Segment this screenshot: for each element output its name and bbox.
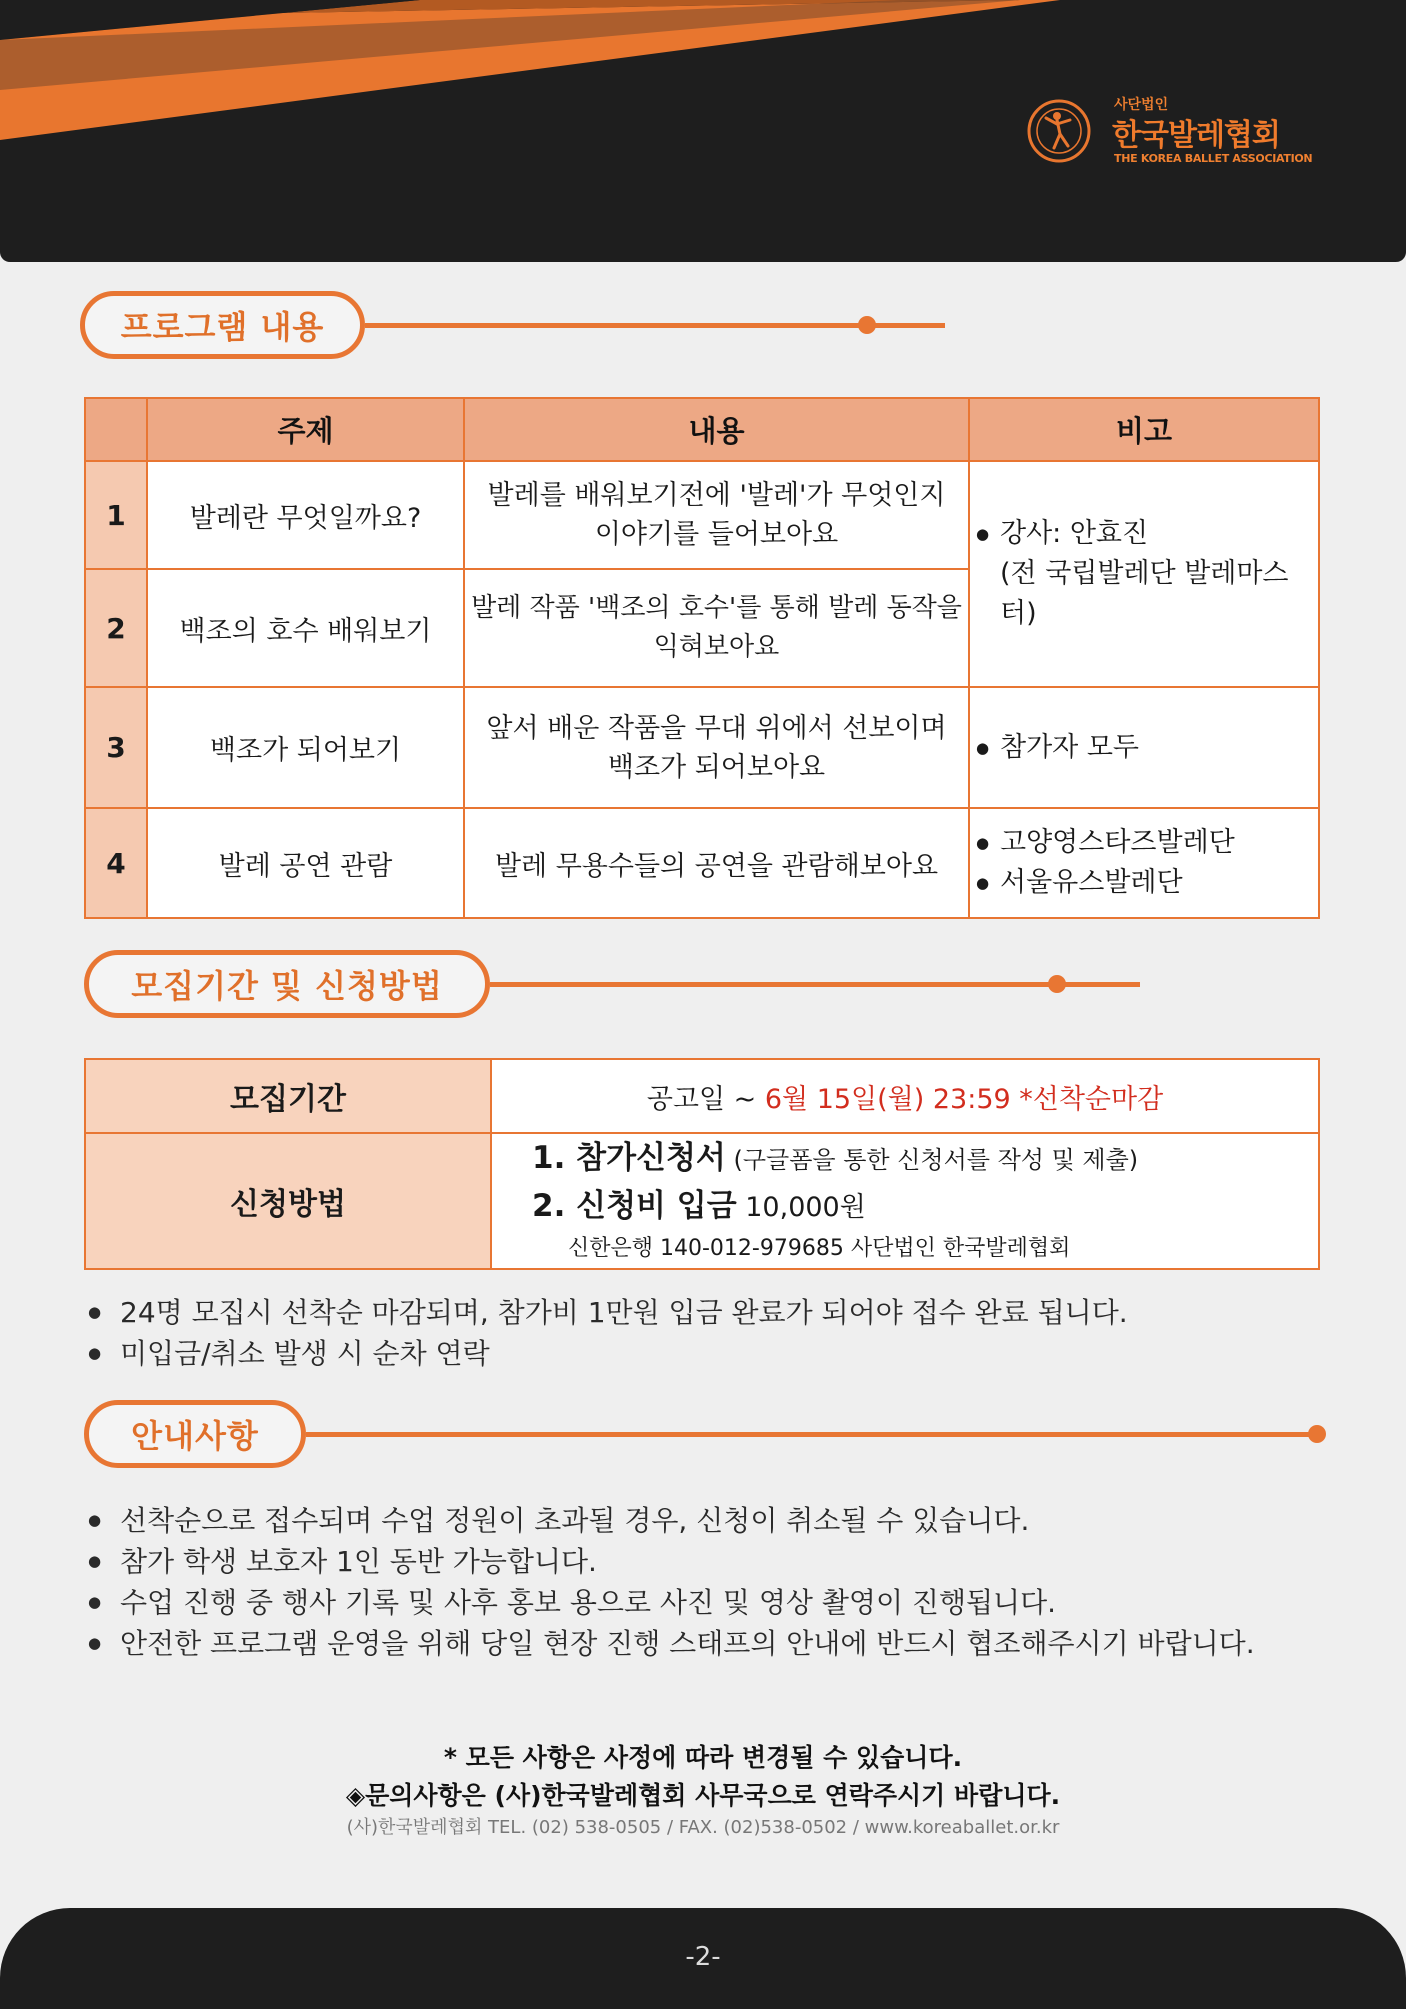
section-divider-line: [490, 982, 1140, 987]
note-company-a: ● 고양영스타즈발레단: [976, 823, 1317, 863]
section-divider-line: [306, 1432, 1322, 1437]
row-topic: 발레 공연 관람: [147, 808, 464, 918]
row-topic: 백조의 호수 배워보기: [147, 569, 464, 687]
content-line: 발레를 배워보기전에 '발레'가 무엇인지: [487, 480, 946, 511]
recruit-bullet-list: [88, 1292, 1128, 1374]
program-table: [84, 397, 1320, 919]
method-label: 신청방법: [85, 1133, 491, 1269]
row-topic: 백조가 되어보기: [147, 687, 464, 808]
footer-contact: (사)한국발레협회 TEL. (02) 538-0505 / FAX. (02)538-0502 / www.koreaballet.or.kr: [346, 1817, 1060, 1838]
method-2-amount: 10,000원: [736, 1192, 866, 1223]
notice-bullet-list: [88, 1500, 1255, 1664]
recruit-table: [84, 1058, 1320, 1270]
row-content: [464, 461, 969, 569]
method-value: [491, 1133, 1319, 1269]
column-header-topic: 주제: [147, 398, 464, 461]
table-row: [85, 1059, 1319, 1133]
row-note-instructor: [969, 461, 1319, 687]
section-divider-dot: [1308, 1425, 1326, 1443]
bank-account: 신한은행 140-012-979685 사단법인 한국발레협회: [568, 1236, 1071, 1261]
period-prefix: 공고일 ~: [646, 1083, 765, 1115]
table-row: [85, 461, 1319, 569]
note-instructor-career: (전 국립발레단 발레마스터): [1000, 558, 1289, 629]
page-number: -2-: [685, 1942, 721, 1972]
list-item: ● 선착순으로 접수되며 수업 정원이 초과될 경우, 신청이 취소될 수 있습니다.: [88, 1500, 1255, 1541]
period-label: 모집기간: [85, 1059, 491, 1133]
ballet-emblem-icon: [1026, 98, 1092, 164]
note-participants: ● 참가자 모두: [976, 728, 1317, 768]
method-1-detail: (구글폼을 통한 신청서를 작성 및 제출): [725, 1146, 1139, 1174]
row-number: 3: [85, 687, 147, 808]
table-row: [85, 808, 1319, 918]
row-content: 발레 무용수들의 공연을 관람해보아요: [464, 808, 969, 918]
table-corner-cell: [85, 398, 147, 461]
row-topic: 발레란 무엇일까요?: [147, 461, 464, 569]
notice-section-header: [84, 1400, 1344, 1476]
period-value: [491, 1059, 1319, 1133]
row-content: [464, 687, 969, 808]
note-company-b: ● 서울유스발레단: [976, 863, 1317, 903]
content-line: 발레 작품 '백조의 호수'를 통해 발레 동작을: [471, 593, 962, 623]
program-section-title: 프로그램 내용: [80, 291, 365, 359]
footer-inquiry-notice: ◈문의사항은 (사)한국발레협회 사무국으로 연락주시기 바랍니다.: [345, 1781, 1061, 1810]
method-step-1: [532, 1135, 1317, 1183]
notice-section-title: 안내사항: [84, 1400, 306, 1468]
section-divider-dot: [1048, 975, 1066, 993]
section-divider-dot: [858, 316, 876, 334]
org-english-name: THE KOREA BALLET ASSOCIATION: [1114, 152, 1313, 165]
row-note: [969, 687, 1319, 808]
content-line: 앞서 배운 작품을 무대 위에서 선보이며: [486, 712, 947, 744]
program-section-header: [80, 291, 880, 367]
method-2-title: 2. 신청비 입금: [532, 1188, 737, 1224]
content-line: 이야기를 들어보아요: [594, 519, 839, 550]
table-row: [85, 687, 1319, 808]
recruit-section-header: [84, 950, 1084, 1026]
org-name: 한국발레협회: [1112, 118, 1280, 153]
association-logo: [1026, 92, 1326, 172]
list-item: ● 미입금/취소 발생 시 순차 연락: [88, 1333, 1128, 1374]
row-content: [464, 569, 969, 687]
row-number: 1: [85, 461, 147, 569]
list-item: ● 수업 진행 중 행사 기록 및 사후 홍보 용으로 사진 및 영상 촬영이 진행됩니다.: [88, 1582, 1255, 1623]
content-line: 익혀보아요: [653, 632, 780, 662]
table-row: [85, 1133, 1319, 1269]
list-item: ● 안전한 프로그램 운영을 위해 당일 현장 진행 스태프의 안내에 반드시 협조해주시기 바랍니다.: [88, 1623, 1255, 1664]
footer-change-notice: * 모든 사항은 사정에 따라 변경될 수 있습니다.: [443, 1743, 963, 1772]
method-1-title: 1. 참가신청서: [532, 1140, 726, 1176]
page-header: [0, 0, 1406, 262]
note-instructor: ● 강사: 안효진: [976, 514, 1317, 554]
org-small-label: 사단법인: [1114, 97, 1169, 113]
list-item: ● 24명 모집시 선착순 마감되며, 참가비 1만원 입금 완료가 되어야 접수 완료 됩니다.: [88, 1292, 1128, 1333]
method-step-2: [532, 1183, 1317, 1231]
recruit-section-title: 모집기간 및 신청방법: [84, 950, 490, 1018]
content-line: 백조가 되어보아요: [607, 751, 826, 783]
row-note: [969, 808, 1319, 918]
column-header-content: 내용: [464, 398, 969, 461]
row-number: 2: [85, 569, 147, 687]
column-header-note: 비고: [969, 398, 1319, 461]
period-deadline: 6월 15일(월) 23:59 *선착순마감: [764, 1083, 1164, 1115]
row-number: 4: [85, 808, 147, 918]
list-item: ● 참가 학생 보호자 1인 동반 가능합니다.: [88, 1541, 1255, 1582]
